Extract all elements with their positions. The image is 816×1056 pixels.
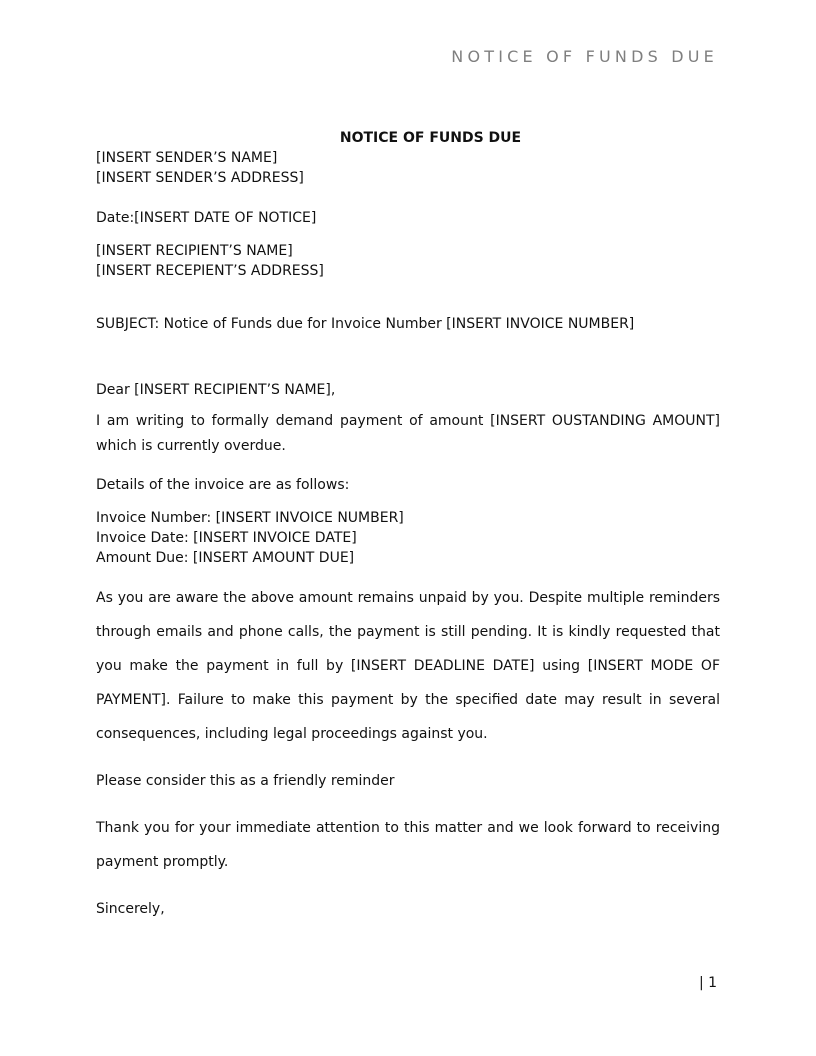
invoice-number: Invoice Number: [INSERT INVOICE NUMBER] [96,510,404,526]
recipient-address: [INSERT RECEPIENT’S ADDRESS] [96,263,324,279]
header-title: NOTICE OF FUNDS DUE [451,47,718,66]
recipient-name: [INSERT RECIPIENT’S NAME] [96,243,293,259]
closing: Sincerely, [96,901,165,917]
page-number: | 1 [699,975,718,991]
details-intro: Details of the invoice are as follows: [96,477,350,493]
paragraph-payment-terms: As you are aware the above amount remains unpaid by you. Despite multiple reminders through emails and phone calls, the payment is still pending. It is kindly requested that you make the payment in full by [INSERT DEADLINE DATE] using [INSERT MODE OF PAYMENT]. Failure to make this payment by the specified date may result in several consequences, including legal proceedings against you. [96,590,720,742]
invoice-date: Invoice Date: [INSERT INVOICE DATE] [96,530,357,546]
paragraph-thanks: Thank you for your immediate attention to this matter and we look forward to receiving payment promptly. [96,820,720,870]
paragraph-demand: I am writing to formally demand payment of amount [INSERT OUSTANDING AMOUNT] which is currently overdue. [96,413,720,454]
salutation: Dear [INSERT RECIPIENT’S NAME], [96,382,336,398]
friendly-reminder: Please consider this as a friendly reminder [96,773,395,789]
subject-line: SUBJECT: Notice of Funds due for Invoice Number [INSERT INVOICE NUMBER] [96,316,635,332]
document-title: NOTICE OF FUNDS DUE [339,130,522,146]
notice-date: Date:[INSERT DATE OF NOTICE] [96,210,317,226]
sender-address: [INSERT SENDER’S ADDRESS] [96,170,304,186]
sender-name: [INSERT SENDER’S NAME] [96,150,278,166]
amount-due: Amount Due: [INSERT AMOUNT DUE] [96,550,355,566]
letter-body [96,128,720,919]
